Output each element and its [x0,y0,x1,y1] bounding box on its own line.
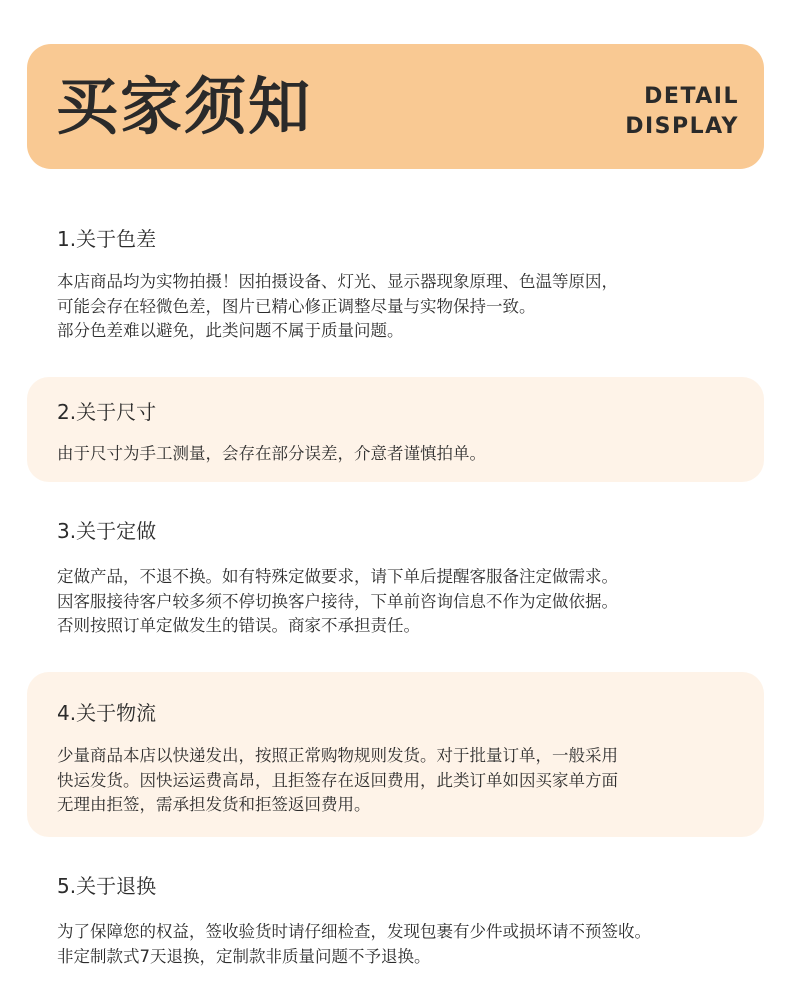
section-body [57,270,618,344]
section-title: 2.关于尺寸 [57,400,157,424]
header-subtitle-line-1: DETAIL [644,84,739,109]
section-custom-orders [27,500,764,660]
section-line: 由于尺寸为手工测量，会存在部分误差，介意者谨慎拍单。 [57,444,486,463]
section-title: 5.关于退换 [57,874,157,898]
section-returns [27,855,764,990]
section-logistics [27,672,764,837]
section-line: 部分色差难以避免，此类问题不属于质量问题。 [57,321,404,340]
section-line: 少量商品本店以快递发出，按照正常购物规则发货。对于批量订单，一般采用 [57,746,618,765]
section-line: 快运发货。因快运运费高昂，且拒签存在返回费用，此类订单如因买家单方面 [57,770,618,790]
section-title: 1.关于色差 [57,227,157,251]
section-title: 4.关于物流 [57,701,157,725]
section-title: 3.关于定做 [57,519,157,543]
page-title: 买家须知 [56,70,313,143]
section-line: 为了保障您的权益，签收验货时请仔细检查，发现包裹有少件或损坏请不预签收。 [57,922,651,941]
section-body [57,920,651,969]
section-body [57,442,486,467]
header-banner [27,44,764,169]
header-subtitle [625,82,739,142]
section-body [57,565,618,639]
section-line: 本店商品均为实物拍摄！因拍摄设备、灯光、显示器现象原理、色温等原因， [57,272,618,291]
section-size [27,377,764,482]
section-line: 定做产品，不退不换。如有特殊定做要求，请下单后提醒客服备注定做需求。 [57,567,618,586]
section-body [57,744,618,818]
section-line: 非定制款式7天退换，定制款非质量问题不予退换。 [57,946,431,966]
header-subtitle-line-2: DISPLAY [625,114,739,139]
section-line: 无理由拒签，需承担发货和拒签返回费用。 [57,795,371,814]
section-line: 可能会存在轻微色差，图片已精心修正调整尽量与实物保持一致。 [57,296,536,316]
section-color-difference [27,215,764,365]
section-line: 否则按照订单定做发生的错误。商家不承担责任。 [57,616,420,635]
section-line: 因客服接待客户较多须不停切换客户接待，下单前咨询信息不作为定做依据。 [57,591,618,611]
